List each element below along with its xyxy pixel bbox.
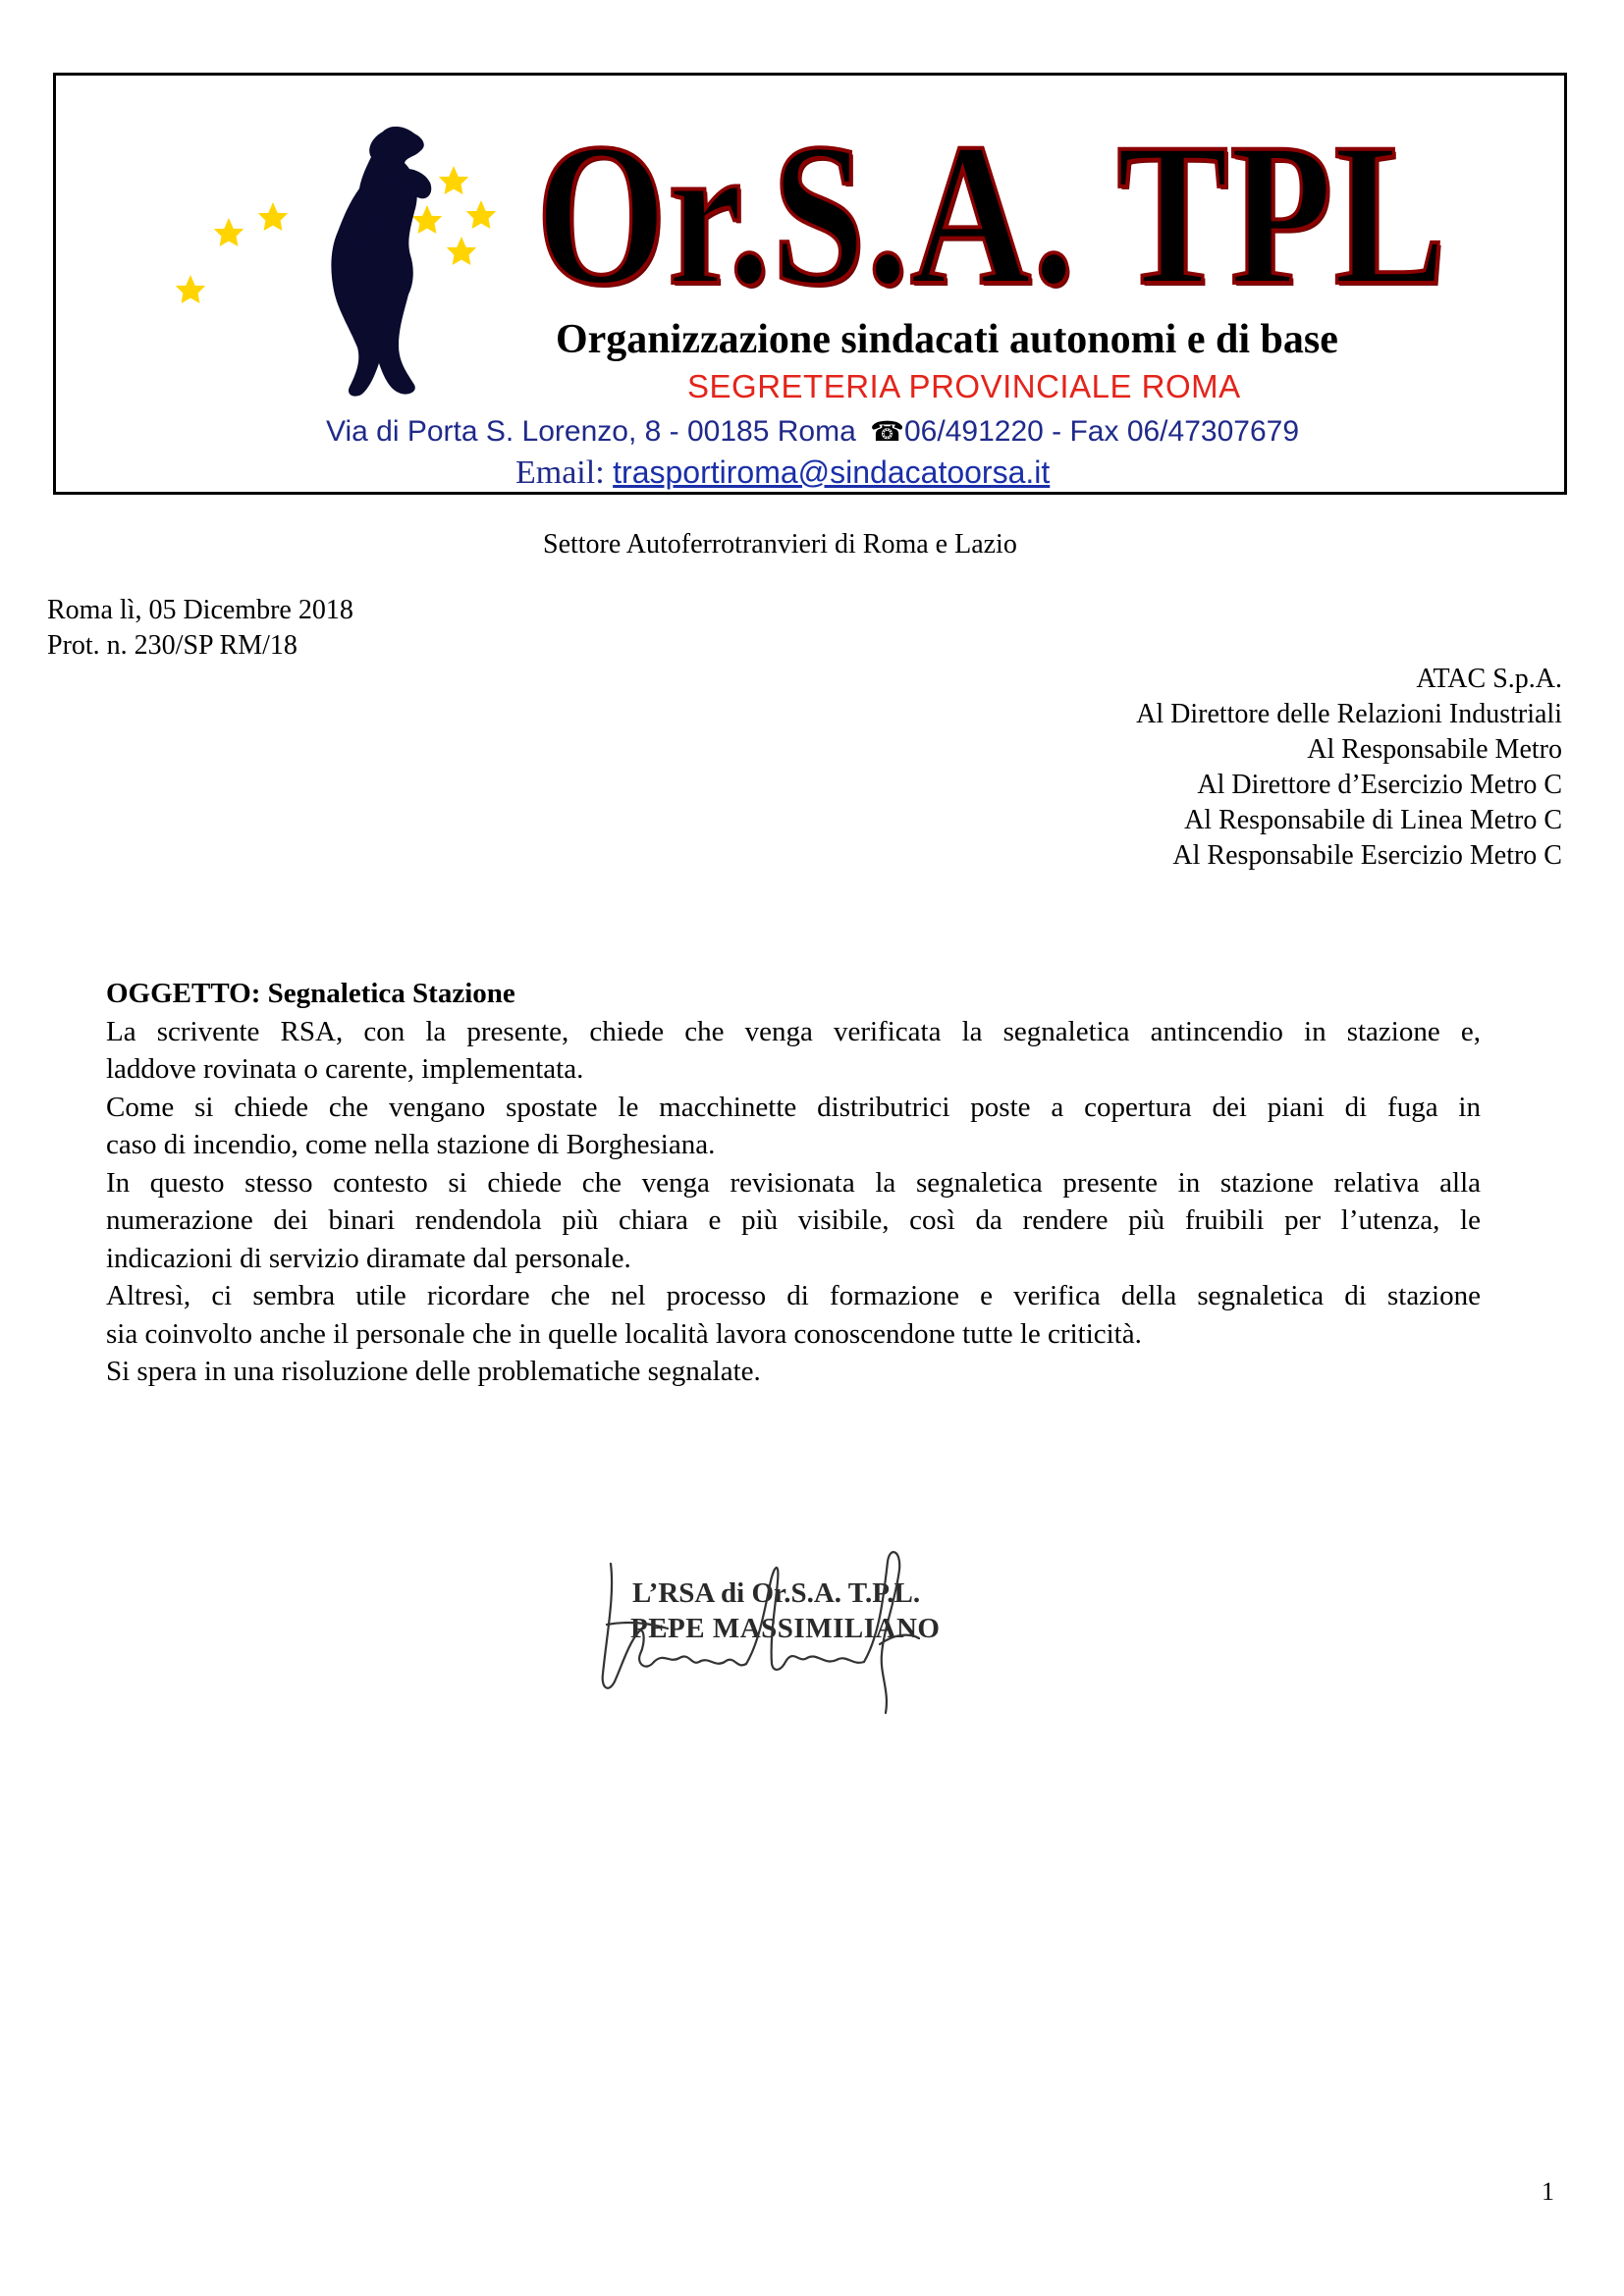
body-line: Si spera in una risoluzione delle problematiche segnalate. — [106, 1356, 761, 1387]
date-line: Roma lì, 05 Dicembre 2018 — [47, 595, 353, 625]
protocol-line: Prot. n. 230/SP RM/18 — [47, 630, 298, 661]
recipient-line: ATAC S.p.A. — [1416, 664, 1562, 694]
sector-line: Settore Autoferrotranvieri di Roma e Lazio — [543, 529, 1017, 560]
bear-icon — [331, 127, 423, 397]
star-icon — [214, 218, 244, 246]
page-number: 1 — [1542, 2177, 1554, 2206]
handwritten-signature — [589, 1526, 1021, 1723]
recipient-line: Al Responsabile Metro — [1307, 734, 1562, 765]
subject-line: OGGETTO: Segnaletica Stazione — [106, 978, 515, 1009]
letter-body — [106, 975, 1481, 1391]
telephone-icon: ☎ — [870, 416, 904, 447]
phone-fax-text: 06/491220 - Fax 06/47307679 — [904, 415, 1299, 448]
star-icon — [176, 275, 205, 303]
star-icon — [258, 202, 288, 231]
recipient-line: Al Direttore d’Esercizio Metro C — [1197, 770, 1562, 800]
star-icon — [439, 166, 468, 194]
signature-name: PEPE MASSIMILIANO — [630, 1613, 941, 1644]
body-line: numerazione dei binari rendendola più chiara e più visibile, così da rendere più fruibili per l’utenza, le — [106, 1204, 1481, 1236]
email-line — [515, 453, 1050, 493]
email-link[interactable]: trasportiroma@sindacatoorsa.it — [613, 454, 1051, 490]
organization-subtitle: Organizzazione sindacati autonomi e di base — [556, 317, 1338, 362]
star-icon — [412, 205, 442, 234]
secretariat-line: SEGRETERIA PROVINCIALE ROMA — [687, 368, 1241, 404]
address-line — [326, 414, 1299, 450]
address-text: Via di Porta S. Lorenzo, 8 - 00185 Roma — [326, 415, 856, 448]
body-line: laddove rovinata o carente, implementata. — [106, 1053, 584, 1085]
body-line: Altresì, ci sembra utile ricordare che nel processo di formazione e verifica della segnaletica di stazione — [106, 1280, 1481, 1311]
brand-title: Or.S.A. TPL — [536, 101, 1447, 327]
body-line: caso di incendio, come nella stazione di Borghesiana. — [106, 1129, 716, 1160]
recipients-block — [1136, 662, 1562, 874]
bear-with-stars-logo — [157, 118, 530, 412]
star-icon — [466, 200, 496, 229]
body-line: sia coinvolto anche il personale che in quelle località lavora conoscendone tutte le criticità. — [106, 1317, 1142, 1350]
email-label: Email: — [515, 454, 605, 491]
recipient-line: Al Direttore delle Relazioni Industriali — [1136, 699, 1562, 729]
body-line: La scrivente RSA, con la presente, chiede che venga verificata la segnaletica antincendio in stazione e, — [106, 1015, 1481, 1047]
body-line: In questo stesso contesto si chiede che venga revisionata la segnaletica presente in stazione relativa alla — [106, 1166, 1481, 1199]
signature-block — [589, 1526, 1021, 1723]
star-icon — [447, 237, 476, 265]
body-line: indicazioni di servizio diramate dal personale. — [106, 1242, 631, 1274]
body-line: Come si chiede che vengano spostate le macchinette distributrici poste a copertura dei piani di fuga in — [106, 1091, 1481, 1123]
signature-role: L’RSA di Or.S.A. T.P.L. — [632, 1577, 921, 1609]
recipient-line: Al Responsabile di Linea Metro C — [1184, 805, 1562, 835]
recipient-line: Al Responsabile Esercizio Metro C — [1172, 840, 1562, 871]
